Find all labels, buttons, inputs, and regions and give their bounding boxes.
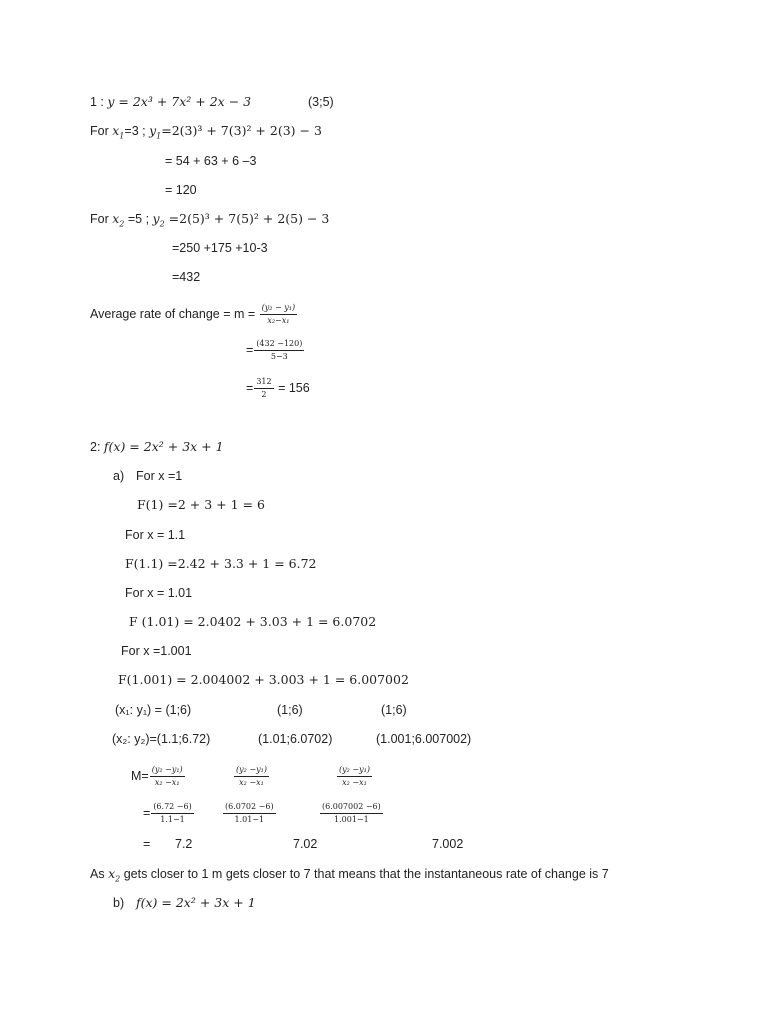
q2-point2-c: (1.001;6.007002) (376, 732, 472, 746)
q1-step1: = 54 + 63 + 6 –3 (165, 154, 257, 168)
q2-for-x1-1: For x = 1.1 (125, 528, 186, 542)
q2-result-b: 7.02 (293, 837, 318, 851)
q1-substitution: = $\frac{(432 -120)}{5-3}$ (246, 339, 303, 361)
q2-number: 2: (90, 440, 104, 454)
q2-part-a-label: a) (113, 469, 125, 483)
q2-a-for-x1: For x =1 (136, 469, 183, 483)
slope-formula-fraction: $\frac{\text{(y₂ − y₁)}}{\text{x₂−x₁}}$ (261, 303, 296, 325)
q2-part-b-function: f(x) = 2x² + 3x + 1 (136, 895, 256, 910)
result-fraction: $\frac{312}{2}$ (256, 377, 272, 399)
q2-for-x1-001: For x =1.001 (121, 644, 192, 658)
q2-result-c: 7.002 (432, 837, 464, 851)
q2-conclusion: As $x_2$ gets closer to 1 m gets closer to 7 that means that the instantaneous rate of change is 7 (90, 866, 609, 884)
q2-substitution-b: $\frac{(6.0702 -6)}{1.01-1}$ (225, 802, 274, 824)
q1-for-x2: For $x_2 =5$ ; $y_2 =2(5)^3 + 7(5)^2 + 2(5) - 3$ (90, 211, 330, 229)
q2-point2-a: (x₂: y₂)=(1.1;6.72) (112, 732, 211, 746)
q1-for-x1: For $x_1=3$ ; $y_1=2(3)^3 + 7(3)^2 + 2(3) - 3$ (90, 123, 322, 141)
q2-f-1-1: F(1.1) =2.42 + 3.3 + 1 = 6.72 (125, 556, 317, 571)
substitution-fraction: $\frac{(432 -120)}{5-3}$ (256, 339, 303, 361)
q1-point: (3;5) (308, 95, 334, 109)
average-rate-label: Average rate of change = m = (90, 306, 259, 321)
x1-symbol: $x_1$ (112, 123, 125, 141)
q2-header (90, 439, 224, 455)
q2-substitution-a: = $\frac{(6.72 -6)}{1.1-1}$ (143, 802, 192, 824)
y1-symbol: $y_1$ (149, 123, 162, 141)
q2-f-1-01: F (1.01) = 2.0402 + 3.03 + 1 = 6.0702 (129, 614, 377, 629)
q1-result: = $\frac{312}{2}$ = 156 (246, 377, 310, 399)
q2-f1: F(1) =2 + 3 + 1 = 6 (137, 497, 265, 512)
q1-average-rate (90, 303, 298, 326)
q1-step2: = 120 (165, 183, 197, 197)
q2-slope-formula-c: $\frac{\text{(y₂ −y₁)}}{\text{x₂ −x₁}}$ (339, 765, 370, 787)
x2-symbol: $x_2$ (112, 211, 125, 229)
q1-header (90, 94, 251, 110)
q2-f-1-001: F(1.001) = 2.004002 + 3.003 + 1 = 6.007002 (118, 672, 409, 687)
q2-substitution-c: $\frac{(6.007002 -6)}{1.001-1}$ (322, 802, 381, 824)
q2-point1-a: (x₁: y₁) = (1;6) (115, 703, 192, 717)
q2-for-x1-01: For x = 1.01 (125, 586, 193, 600)
y2-symbol: $y_2$ (152, 211, 165, 229)
q2-point1-c: (1;6) (381, 703, 407, 717)
q2-result-equals: = (143, 837, 151, 851)
q2-slope-formula-b: $\frac{\text{(y₂ −y₁)}}{\text{x₂ −x₁}}$ (236, 765, 267, 787)
q2-part-b-label: b) (113, 896, 125, 910)
q1-number: 1 : (90, 95, 108, 109)
x2-symbol: $x_2$ (108, 866, 121, 884)
q2-function: f(x) = 2x² + 3x + 1 (103, 439, 224, 454)
q1-step4: =432 (172, 270, 201, 284)
q2-point1-b: (1;6) (277, 703, 303, 717)
q1-step3: =250 +175 +10-3 (172, 241, 268, 255)
q2-point2-b: (1.01;6.0702) (258, 732, 333, 746)
q2-result-a: 7.2 (175, 837, 193, 851)
result-value: = 156 (274, 380, 310, 395)
q1-equation: y = 2x³ + 7x² + 2x − 3 (107, 94, 252, 109)
q2-slope-formula-a: M= $\frac{\text{(y₂ −y₁)}}{\text{x₂ −x₁}}$ (131, 765, 183, 787)
